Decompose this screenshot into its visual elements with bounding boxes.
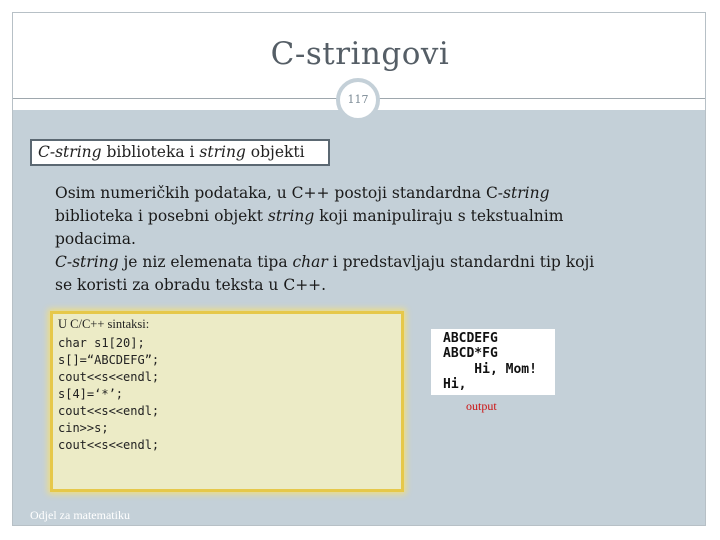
code-line: s[]=“ABCDEFG”; (58, 353, 160, 367)
code-listing (58, 335, 159, 454)
output-line: ABCDEFG (443, 331, 498, 346)
body-term: string (503, 184, 550, 202)
heading-text-middle: biblioteka i (101, 143, 200, 161)
body-paragraph (55, 182, 655, 297)
code-example-box (50, 311, 404, 492)
output-line: Hi, Mom! (443, 362, 537, 377)
output-line: ABCD*FG (443, 346, 498, 361)
body-term: C-string (55, 253, 119, 271)
body-line-1 (55, 182, 655, 205)
body-line-2 (55, 205, 655, 228)
section-heading (30, 139, 330, 166)
body-text-span: i predstavljaju standardni tip koji (327, 253, 595, 271)
slide-title: C-stringovi (270, 36, 450, 72)
code-line: cout<<s<<endl; (58, 438, 160, 452)
footer-text: Odjel za matematiku (30, 508, 130, 522)
slide-number-badge (336, 78, 380, 122)
slide-number: 117 (347, 93, 369, 106)
body-text-span: je niz elemenata tipa (118, 253, 293, 271)
code-label: U C/C++ sintaksi: (58, 317, 150, 331)
body-term: char (292, 253, 328, 271)
console-output-image (431, 329, 555, 395)
body-term: string (267, 207, 315, 225)
heading-text-end: objekti (245, 143, 305, 161)
body-text-span: koji manipuliraju s tekstualnim (314, 207, 564, 225)
body-line-3: podacima. (55, 230, 136, 248)
code-line: s[4]=‘*’; (58, 387, 124, 401)
heading-term-cstring: C-string (38, 143, 102, 161)
body-line-4 (55, 251, 655, 274)
code-line: char s1[20]; (58, 336, 145, 350)
code-line: cin>>s; (58, 421, 109, 435)
heading-term-string: string (199, 143, 246, 161)
section-heading-text (32, 141, 328, 164)
body-line-5: se koristi za obradu teksta u C++. (55, 276, 327, 294)
output-line: Hi, (443, 377, 467, 392)
output-caption: output (466, 399, 497, 413)
code-line: cout<<s<<endl; (58, 404, 160, 418)
code-line: cout<<s<<endl; (58, 370, 160, 384)
body-text-span: biblioteka i posebni objekt (55, 207, 268, 225)
body-text-span: Osim numeričkih podataka, u C++ postoji standardna C- (55, 184, 504, 202)
